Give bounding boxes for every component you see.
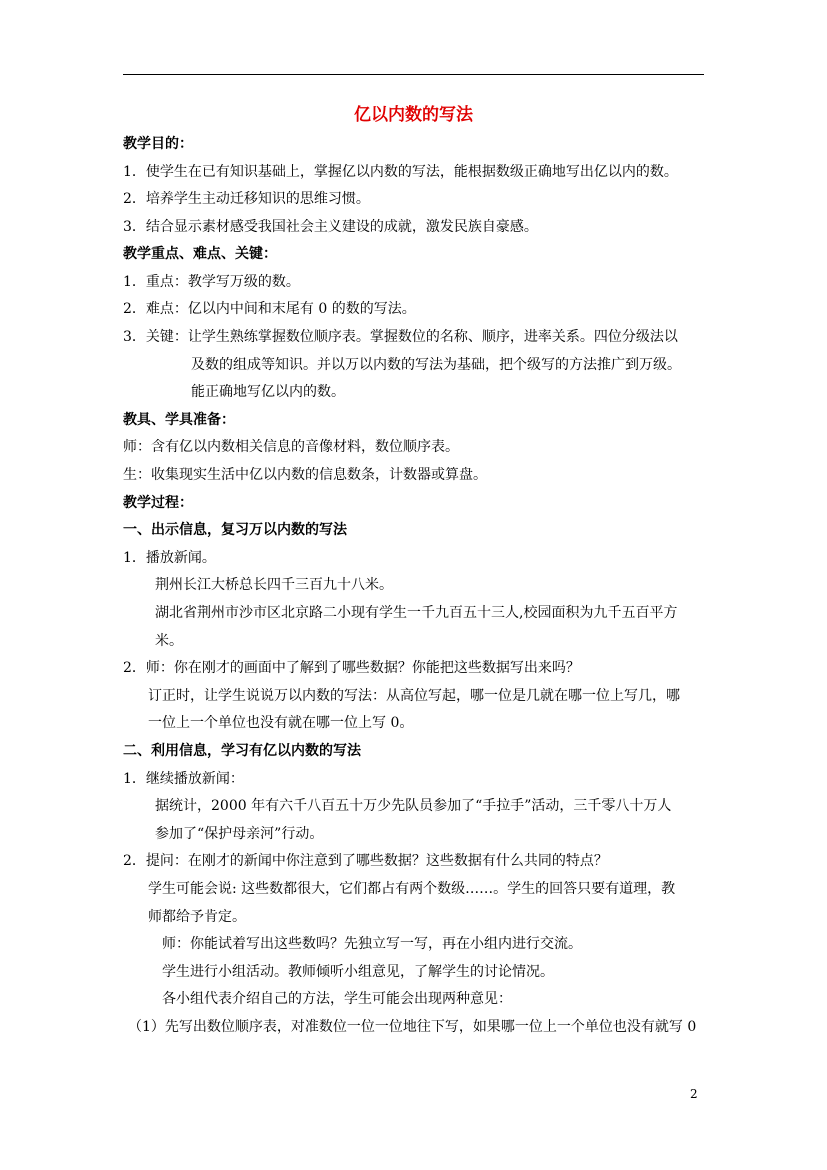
header-rule <box>123 74 704 75</box>
paragraph-line: 参加了“保护母亲河”行动。 <box>155 826 324 842</box>
paragraph-line: 师：含有亿以内数相关信息的音像材料，数位顺序表。 <box>123 439 459 455</box>
heading-section-one: 一、出示信息，复习万以内数的写法 <box>123 522 347 538</box>
heading-section-two: 二、利用信息，学习有亿以内数的写法 <box>123 743 361 759</box>
paragraph-line: （1）先写出数位顺序表，对准数位一位一位地往下写，如果哪一位上一个单位也没有就写 0 <box>128 1019 697 1035</box>
paragraph-line: 一位上一个单位也没有就在哪一位上写 0。 <box>148 715 414 731</box>
paragraph-line: 生：收集现实生活中亿以内数的信息数条，计数器或算盘。 <box>123 467 487 483</box>
paragraph-line: 2．提问：在刚才的新闻中你注意到了哪些数据？这些数据有什么共同的特点？ <box>123 853 608 869</box>
paragraph-line: 1．重点：教学写万级的数。 <box>123 274 300 290</box>
paragraph-line: 能正确地写亿以内的数。 <box>191 384 345 400</box>
paragraph-line: 2．培养学生主动迁移知识的思维习惯。 <box>123 191 370 207</box>
paragraph-line: 1．使学生在已有知识基础上，掌握亿以内数的写法，能根据数级正确地写出亿以内的数。 <box>123 164 678 180</box>
paragraph-line: 师都给予肯定。 <box>148 909 246 925</box>
heading-teaching-purpose: 教学目的： <box>123 136 193 152</box>
paragraph-line: 湖北省荆州市沙市区北京路二小现有学生一千九百五十三人,校园面积为九千五百平方 <box>155 605 678 621</box>
heading-key-points: 教学重点、难点、关键： <box>123 246 277 262</box>
paragraph-line: 订正时，让学生说说万以内数的写法：从高位写起，哪一位是几就在哪一位上写几，哪 <box>148 688 680 704</box>
paragraph-line: 3．关键：让学生熟练掌握数位顺序表。掌握数位的名称、顺序，进率关系。四位分级法以 <box>123 329 678 345</box>
paragraph-line: 1．继续播放新闻： <box>123 771 244 787</box>
paragraph-line: 2．难点：亿以内中间和末尾有 0 的数的写法。 <box>123 301 416 317</box>
heading-teaching-process: 教学过程： <box>123 495 193 511</box>
paragraph-line: 师：你能试着写出这些数吗？先独立写一写，再在小组内进行交流。 <box>162 936 582 952</box>
document-title: 亿以内数的写法 <box>354 105 473 125</box>
heading-teaching-aids: 教具、学具准备： <box>123 412 235 428</box>
paragraph-line: 3．结合显示素材感受我国社会主义建设的成就，激发民族自豪感。 <box>123 219 538 235</box>
paragraph-line: 学生可能会说: 这些数都很大，它们都占有两个数级……。学生的回答只要有道理，教 <box>148 881 676 897</box>
paragraph-line: 各小组代表介绍自己的方法，学生可能会出现两种意见： <box>162 991 512 1007</box>
paragraph-line: 荆州长江大桥总长四千三百九十八米。 <box>155 577 393 593</box>
paragraph-line: 学生进行小组活动。教师倾听小组意见，了解学生的讨论情况。 <box>162 964 554 980</box>
page-number: 2 <box>690 1087 698 1101</box>
paragraph-line: 2．师：你在刚才的画面中了解到了哪些数据？你能把这些数据写出来吗？ <box>123 660 580 676</box>
paragraph-line: 及数的组成等知识。并以万以内数的写法为基础，把个级写的方法推广到万级。 <box>191 357 681 373</box>
paragraph-line: 1．播放新闻。 <box>123 550 216 566</box>
paragraph-line: 米。 <box>155 633 183 649</box>
paragraph-line: 据统计，2000 年有六千八百五十万少先队员参加了“手拉手”活动，三千零八十万人 <box>155 798 672 814</box>
